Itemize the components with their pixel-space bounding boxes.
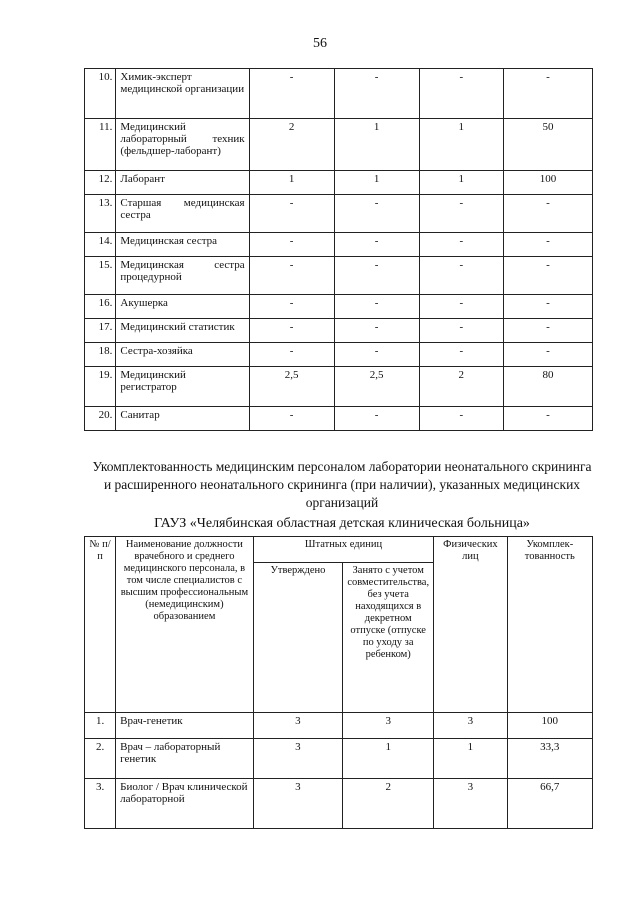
row-number: 17. [85,319,116,343]
section-heading: Укомплектованность медицинским персоналом лаборатории неонатального скрининга и расширенного неонатального скрининга (при наличии), указанных медицинских организаций [92,459,592,510]
occupied-value: - [334,343,419,367]
approved-value: - [249,343,334,367]
approved-value: 2,5 [249,367,334,407]
staffing-value: - [504,257,593,295]
physical-value: - [419,319,503,343]
position-name: Сестра-хозяйка [116,343,249,367]
position-name: Биолог / Врач клинической лабораторной [116,779,254,829]
table-row [85,367,593,407]
position-name: Медицинская сестра [116,233,249,257]
table-row [85,295,593,319]
staffing-table [84,536,593,829]
header-physical: Физических лиц [434,537,507,713]
staffing-value: - [504,319,593,343]
row-number: 13. [85,195,116,233]
occupied-value: - [334,257,419,295]
staffing-value: - [504,407,593,431]
table-row [85,319,593,343]
position-name: Акушерка [116,295,249,319]
staffing-value: 33,3 [507,739,592,779]
occupied-value: - [334,319,419,343]
physical-value: 1 [434,739,507,779]
physical-value: - [419,257,503,295]
row-number: 19. [85,367,116,407]
staffing-value: 100 [507,713,592,739]
occupied-value: 1 [343,739,434,779]
table-row [85,233,593,257]
physical-value: 2 [419,367,503,407]
staff-table-continued [84,68,593,431]
occupied-value: - [334,295,419,319]
table-row [85,739,593,779]
staffing-value: - [504,233,593,257]
occupied-value: 3 [343,713,434,739]
row-number: 12. [85,171,116,195]
approved-value: - [249,319,334,343]
staffing-value: 80 [504,367,593,407]
header-staff-units: Штатных единиц [253,537,434,563]
row-number: 15. [85,257,116,295]
physical-value: 1 [419,119,503,171]
physical-value: - [419,295,503,319]
header-occupied: Занято с учетом совместительства, без учета находящихся в декретном отпуске (отпуске по уходу за ребенком) [343,563,434,713]
physical-value: - [419,195,503,233]
position-name: Старшая медицинская сестра [116,195,249,233]
position-name: Химик-эксперт медицинской организации [116,69,249,119]
table-row [85,195,593,233]
position-name: Медицинский лабораторный техник (фельдшер-лаборант) [116,119,249,171]
occupied-value: 2,5 [334,367,419,407]
row-number: 10. [85,69,116,119]
page-number: 56 [313,36,327,51]
table-row [85,343,593,367]
approved-value: - [249,257,334,295]
position-name: Врач-генетик [116,713,254,739]
approved-value: - [249,195,334,233]
row-number: 2. [85,739,116,779]
physical-value: - [419,233,503,257]
physical-value: 1 [419,171,503,195]
approved-value: 3 [253,739,342,779]
approved-value: - [249,233,334,257]
approved-value: - [249,295,334,319]
row-number: 11. [85,119,116,171]
staffing-value: 66,7 [507,779,592,829]
physical-value: - [419,69,503,119]
row-number: 18. [85,343,116,367]
table-row [85,407,593,431]
position-name: Медицинский регистратор [116,367,249,407]
position-name: Лаборант [116,171,249,195]
organization-title: ГАУЗ «Челябинская областная детская клиническая больница» [154,516,530,531]
table-row [85,69,593,119]
staffing-value: 50 [504,119,593,171]
header-position: Наименование должности врачебного и среднего медицинского персонала, в том числе специалистов с высшим профессиональным (немедицинским) образованием [116,537,254,713]
row-number: 20. [85,407,116,431]
row-number: 14. [85,233,116,257]
table-row [85,257,593,295]
position-name: Врач – лабораторный генетик [116,739,254,779]
physical-value: 3 [434,713,507,739]
physical-value: 3 [434,779,507,829]
header-approved: Утверждено [253,563,342,713]
position-name: Санитар [116,407,249,431]
physical-value: - [419,407,503,431]
position-name: Медицинская сестра процедурной [116,257,249,295]
staffing-value: 100 [504,171,593,195]
staffing-value: - [504,343,593,367]
row-number: 16. [85,295,116,319]
approved-value: 2 [249,119,334,171]
staffing-value: - [504,195,593,233]
approved-value: - [249,407,334,431]
physical-value: - [419,343,503,367]
row-number: 3. [85,779,116,829]
row-number: 1. [85,713,116,739]
staffing-value: - [504,69,593,119]
occupied-value: - [334,407,419,431]
staffing-value: - [504,295,593,319]
occupied-value: 1 [334,171,419,195]
approved-value: 1 [249,171,334,195]
occupied-value: 2 [343,779,434,829]
position-name: Медицинский статистик [116,319,249,343]
table-row [85,713,593,739]
occupied-value: - [334,69,419,119]
approved-value: - [249,69,334,119]
approved-value: 3 [253,713,342,739]
occupied-value: - [334,195,419,233]
occupied-value: - [334,233,419,257]
header-row [85,537,593,563]
table-row [85,779,593,829]
header-staffing: Укомплек-тованность [507,537,592,713]
occupied-value: 1 [334,119,419,171]
table-row [85,119,593,171]
approved-value: 3 [253,779,342,829]
header-number: № п/п [85,537,116,713]
table-row [85,171,593,195]
